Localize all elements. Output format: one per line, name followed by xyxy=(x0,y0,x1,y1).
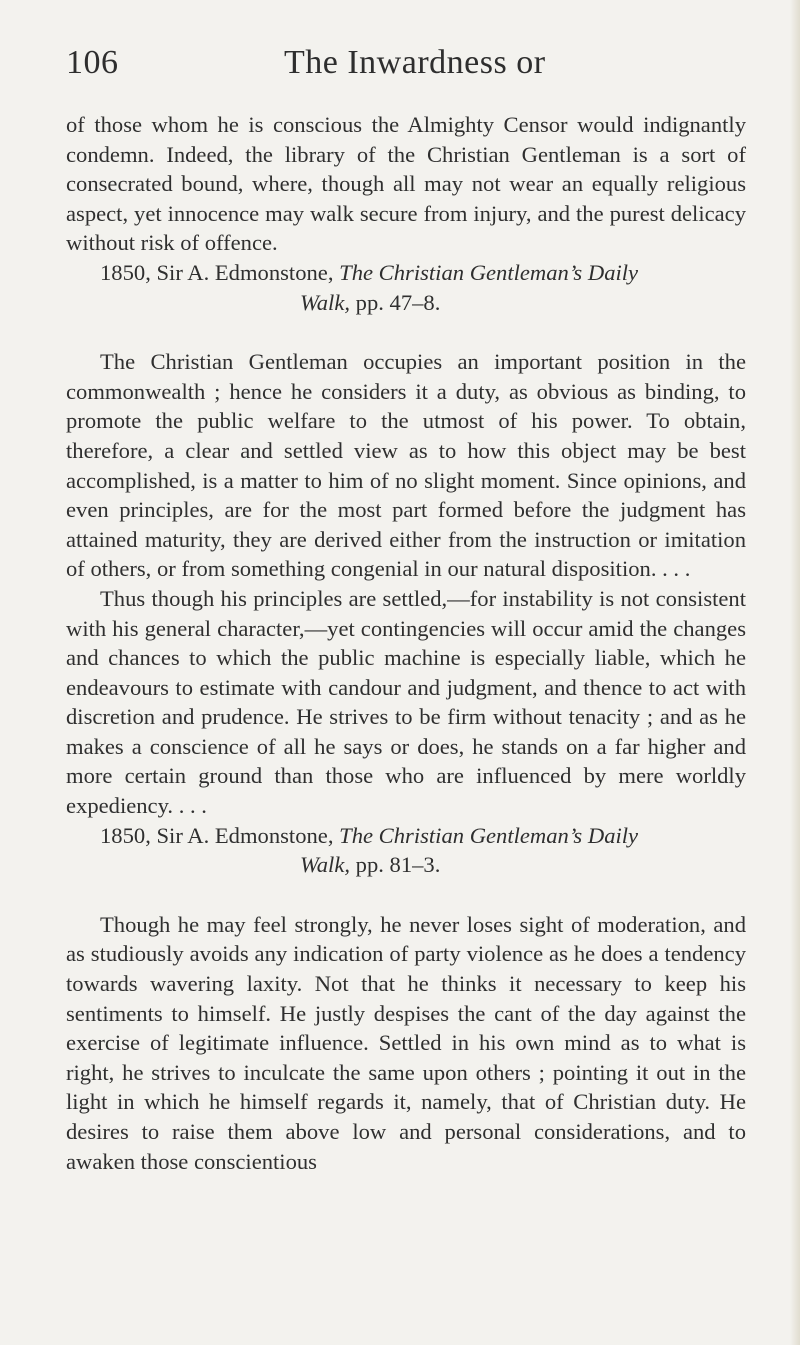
paragraph: Though he may feel strongly, he never loses sight of moderation, and as studiously avoids any indication of party violence as he does a tendency towards wavering laxity. Not that he thinks it necessary to keep his sentiments to himself. He justly despises the cant of the day against the exercise of legitimate influence. Settled in his own mind as to what is right, he strives to inculcate the same upon others ; pointing it out in the light in which he himself regards it, namely, that of Christian duty. He desires to raise them above low and personal considerations, and to awaken those conscientious xyxy=(66,911,746,1174)
page-header xyxy=(66,44,746,94)
body-text xyxy=(66,110,746,1176)
citation-title-continued: Walk, xyxy=(300,289,350,315)
citation xyxy=(66,821,746,880)
running-head: The Inwardness or xyxy=(284,44,546,81)
citation-prefix: 1850, Sir A. Edmonstone, xyxy=(100,259,340,285)
citation-pages: pp. 47–8. xyxy=(350,289,441,315)
page-number: 106 xyxy=(66,44,119,81)
citation-title-continued: Walk, xyxy=(300,852,350,878)
paragraph: Thus though his principles are settled,—for instability is not consistent with his general character,—yet contingencies will occur amid the changes and chances to which the public machine is especially liable, which he endeavours to estimate with candour and judgment, and thence to act with discretion and prudence. He strives to be firm without tenacity ; and as he makes a conscience of all he says or does, he stands on a far higher and more certain ground than those who are influenced by mere worldly expediency. . . . xyxy=(66,585,746,819)
paragraph: The Christian Gentleman occupies an important position in the commonwealth ; hence he considers it a duty, as obvious as binding, to promote the public welfare to the utmost of his power. To obtain, therefore, a clear and settled view as to how this object may be best accomplished, is a matter to him of no slight moment. Since opinions, and even principles, are for the most part formed before the judgment has attained maturity, they are derived either from the instruction or imitation of others, or from something congenial in our natural disposition. . . . xyxy=(66,349,746,582)
citation-prefix: 1850, Sir A. Edmonstone, xyxy=(100,822,340,848)
paragraph-continued: of those whom he is conscious the Almighty Censor would indignantly condemn. Indeed, the library of the Christian Gentleman is a sort of consecrated bound, where, though all may not wear an equally religious aspect, yet innocence may walk secure from injury, and the purest delicacy without risk of offence. xyxy=(66,112,746,256)
citation xyxy=(66,258,746,317)
citation-title: The Christian Gentleman’s Daily xyxy=(339,822,639,848)
citation-pages: pp. 81–3. xyxy=(350,852,441,878)
page-edge-shadow xyxy=(790,0,800,1345)
citation-title: The Christian Gentleman’s Daily xyxy=(339,259,639,285)
